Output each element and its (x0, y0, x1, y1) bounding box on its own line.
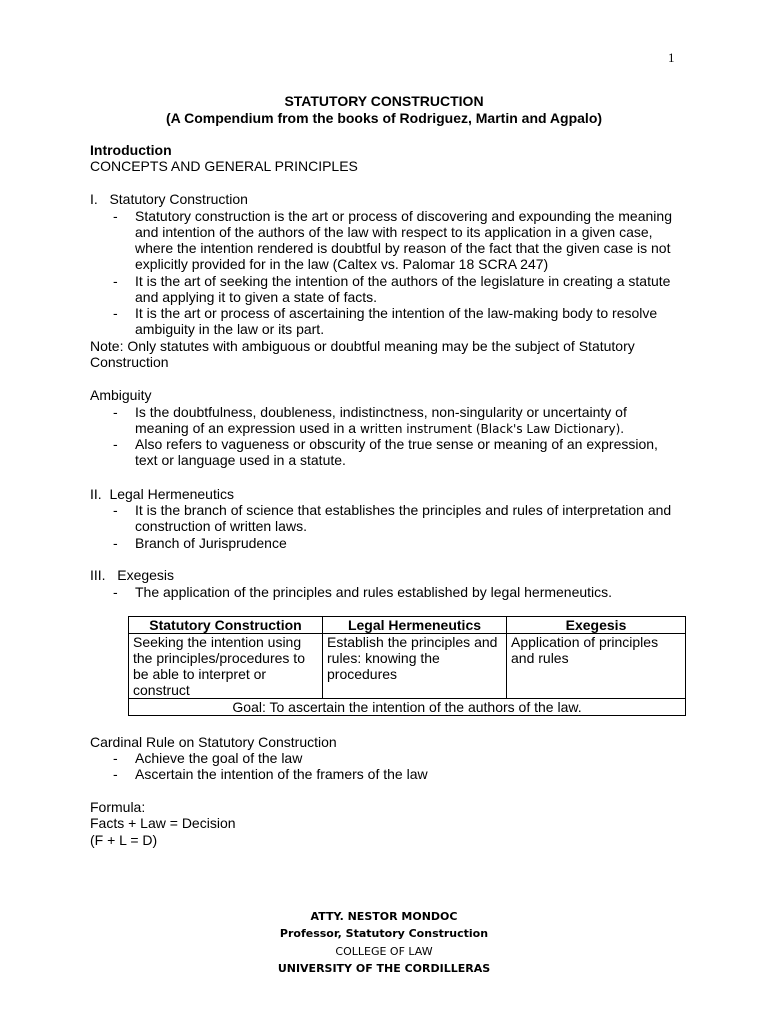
footer-university: UNIVERSITY OF THE CORDILLERAS (277, 962, 491, 975)
list-item-text: Also refers to vagueness or obscurity of the true sense or meaning of an expression, text or language used in a statute. (135, 436, 658, 468)
bullet-dash: - (113, 208, 118, 224)
table-header-cell: Legal Hermeneutics (323, 617, 507, 634)
table-header-cell: Exegesis (507, 617, 686, 634)
section-1-heading: I. Statutory Construction (90, 191, 248, 207)
bullet-dash: - (113, 273, 118, 289)
list-item-text: Ascertain the intention of the framers of the law (135, 766, 428, 782)
ambiguity-heading: Ambiguity (90, 387, 152, 403)
page-number: 1 (668, 50, 675, 65)
section-3-heading: III. Exegesis (90, 567, 175, 583)
bullet-dash: - (113, 502, 118, 518)
table-goal-row (129, 699, 686, 716)
list-item-text (135, 404, 675, 437)
footer-position: Professor, Statutory Construction (279, 927, 489, 940)
bullet-dash: - (113, 535, 118, 551)
table-header-row (129, 617, 686, 634)
list-item-text: It is the art or process of ascertaining the intention of the law-making body to resolve ambiguity in the law or its part. (135, 305, 658, 337)
section-2-heading: II. Legal Hermeneutics (90, 486, 234, 502)
section-1-note: Note: Only statutes with ambiguous or doubtful meaning may be the subject of Statutory Construction (90, 338, 635, 370)
cardinal-rule-heading: Cardinal Rule on Statutory Construction (90, 734, 337, 750)
table-cell: Application of principles and rules (507, 634, 686, 699)
ambiguity-item-1-main: Is the doubtfulness, doubleness, indistinctness, non-singularity or uncertainty of meaning of an expression used in a (135, 404, 627, 436)
ambiguity-item-1-source: written instrument (Black's Law Dictionary). (359, 422, 625, 436)
bullet-dash: - (113, 404, 118, 420)
footer-author: ATTY. NESTOR MONDOC (310, 910, 458, 923)
intro-subheading: CONCEPTS AND GENERAL PRINCIPLES (90, 158, 358, 174)
list-item-text: Branch of Jurisprudence (135, 535, 287, 551)
table-goal-cell: Goal: To ascertain the intention of the authors of the law. (129, 699, 686, 716)
intro-heading: Introduction (90, 142, 172, 158)
table-header-cell: Statutory Construction (129, 617, 323, 634)
document-title: STATUTORY CONSTRUCTION (284, 93, 484, 109)
formula-line-1: Facts + Law = Decision (90, 815, 236, 831)
list-item-text: Statutory construction is the art or process of discovering and expounding the meaning and intention of the authors of the law with respect to its application in a given case, where the intention rendered is doubtful by reason of the fact that the given case is not explicitly provided for in the law (Caltex vs. Palomar 18 SCRA 247) (135, 208, 672, 272)
bullet-dash: - (113, 305, 118, 321)
table-cell: Seeking the intention using the principles/procedures to be able to interpret or construct (129, 634, 323, 699)
list-item-text: It is the branch of science that establishes the principles and rules of interpretation and construction of written laws. (135, 502, 672, 534)
table-row (129, 634, 686, 699)
list-item-text: It is the art of seeking the intention of the authors of the legislature in creating a statute and applying it to given a state of facts. (135, 273, 671, 305)
list-item-text: Achieve the goal of the law (135, 750, 303, 766)
bullet-dash: - (113, 584, 118, 600)
footer-college: COLLEGE OF LAW (335, 945, 433, 958)
table-cell: Establish the principles and rules: knowing the procedures (323, 634, 507, 699)
bullet-dash: - (113, 766, 118, 782)
bullet-dash: - (113, 750, 118, 766)
formula-label: Formula: (90, 799, 146, 815)
bullet-dash: - (113, 436, 118, 452)
document-subtitle: (A Compendium from the books of Rodriguez, Martin and Agpalo) (165, 110, 603, 126)
comparison-table (128, 616, 686, 716)
formula-line-2: (F + L = D) (90, 832, 158, 848)
list-item-text: The application of the principles and rules established by legal hermeneutics. (135, 584, 613, 600)
